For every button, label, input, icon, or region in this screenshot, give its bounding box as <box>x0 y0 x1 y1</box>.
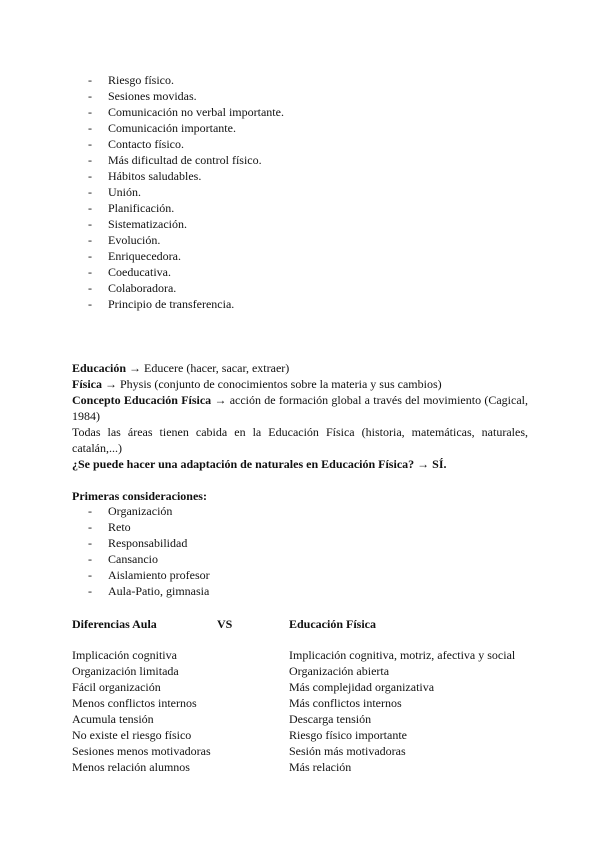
comparison-row <box>72 663 528 679</box>
comparison-header <box>72 616 528 632</box>
list-item: - Riesgo físico. <box>88 72 284 88</box>
definition-text: → Physis (conjunto de conocimientos sobre la materia y sus cambios) <box>102 377 442 391</box>
list-item: - Organización <box>88 503 210 519</box>
comparison-vs: VS <box>217 617 233 631</box>
aula-cell: Menos relación alumnos <box>72 760 190 774</box>
considerations-list <box>88 503 210 599</box>
definition-fisica <box>72 376 528 392</box>
comparison-right-header: Educación Física <box>289 617 377 631</box>
list-item: - Hábitos saludables. <box>88 168 284 184</box>
list-item: - Aula-Patio, gimnasia <box>88 583 210 599</box>
aula-cell: Menos conflictos internos <box>72 696 197 710</box>
comparison-table <box>72 647 528 775</box>
ef-cell: Riesgo físico importante <box>289 728 407 742</box>
ef-cell: Más complejidad organizativa <box>289 680 435 694</box>
ef-cell: Más relación <box>289 760 352 774</box>
list-item: - Más dificultad de control físico. <box>88 152 284 168</box>
aula-cell: No existe el riesgo físico <box>72 728 192 742</box>
definitions-block <box>72 360 528 472</box>
list-item: - Contacto físico. <box>88 136 284 152</box>
list-item: - Aislamiento profesor <box>88 567 210 583</box>
list-item: - Evolución. <box>88 232 284 248</box>
section-heading-primeras: Primeras consideraciones: <box>72 489 207 503</box>
ef-cell: Implicación cognitiva, motriz, afectiva y social <box>289 648 516 662</box>
list-item: - Cansancio <box>88 551 210 567</box>
aula-cell: Implicación cognitiva <box>72 648 177 662</box>
aula-cell: Acumula tensión <box>72 712 154 726</box>
list-item: - Comunicación importante. <box>88 120 284 136</box>
ef-cell: Más conflictos internos <box>289 696 402 710</box>
list-item: - Reto <box>88 519 210 535</box>
list-item: - Planificación. <box>88 200 284 216</box>
comparison-row <box>72 647 528 663</box>
ef-cell: Descarga tensión <box>289 712 372 726</box>
term-fisica: Física <box>72 377 102 391</box>
comparison-row <box>72 727 528 743</box>
comparison-row <box>72 743 528 759</box>
term-educacion: Educación <box>72 361 127 375</box>
comparison-left-header: Diferencias Aula <box>72 617 157 631</box>
list-item: - Comunicación no verbal importante. <box>88 104 284 120</box>
list-item: - Sesiones movidas. <box>88 88 284 104</box>
ef-cell: Organización abierta <box>289 664 390 678</box>
definition-text: → acción de formación global a través del movimiento (Cagical, 1984) <box>72 393 528 423</box>
characteristics-list <box>88 72 284 312</box>
comparison-row <box>72 711 528 727</box>
aula-cell: Sesiones menos motivadoras <box>72 744 211 758</box>
definition-concepto <box>72 392 528 424</box>
list-item: - Enriquecedora. <box>88 248 284 264</box>
list-item: - Responsabilidad <box>88 535 210 551</box>
definition-educacion <box>72 360 528 376</box>
aula-cell: Organización limitada <box>72 664 179 678</box>
comparison-row <box>72 759 528 775</box>
all-areas-paragraph: Todas las áreas tienen cabida en la Educación Física (historia, matemáticas, naturales, catalán,...) <box>72 425 528 455</box>
comparison-row <box>72 679 528 695</box>
question-line: ¿Se puede hacer una adaptación de naturales en Educación Física? → SÍ. <box>72 457 447 471</box>
comparison-row <box>72 695 528 711</box>
ef-cell: Sesión más motivadoras <box>289 744 406 758</box>
list-item: - Colaboradora. <box>88 280 284 296</box>
definition-text: → Educere (hacer, sacar, extraer) <box>126 361 290 375</box>
list-item: - Coeducativa. <box>88 264 284 280</box>
list-item: - Unión. <box>88 184 284 200</box>
term-concepto: Concepto Educación Física <box>72 393 212 407</box>
list-item: - Sistematización. <box>88 216 284 232</box>
list-item: - Principio de transferencia. <box>88 296 284 312</box>
aula-cell: Fácil organización <box>72 680 161 694</box>
